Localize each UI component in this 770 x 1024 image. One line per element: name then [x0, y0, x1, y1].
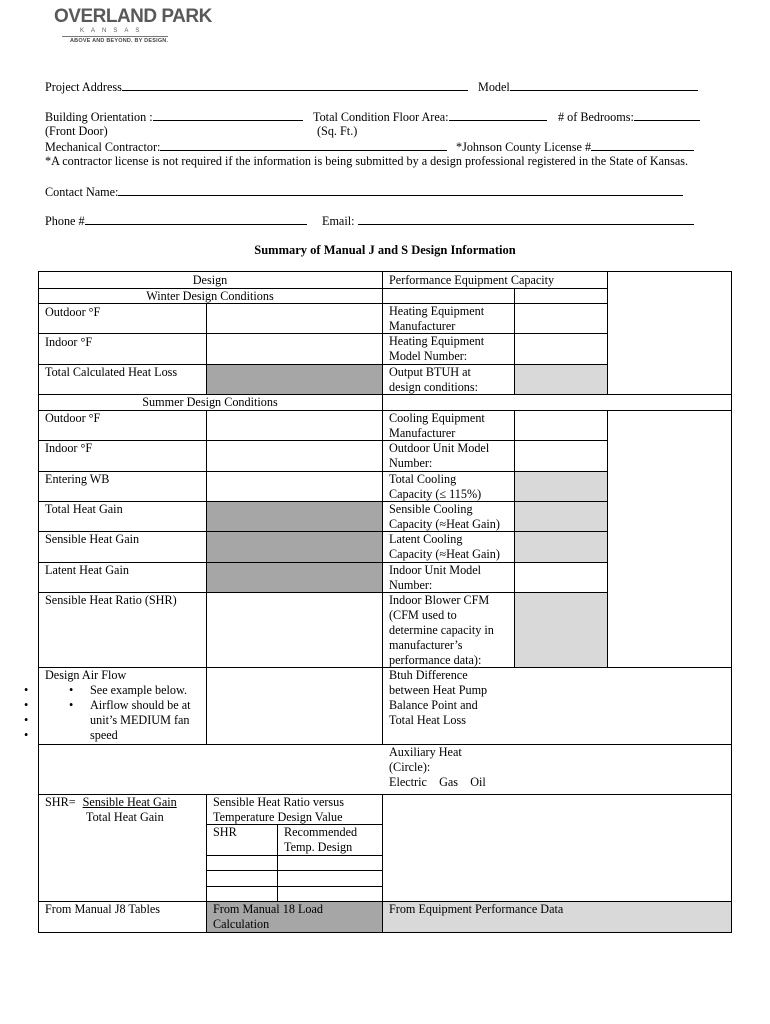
summer-row-label: Total Heat Gain: [45, 502, 123, 516]
floor-area-row: [313, 109, 547, 125]
performance-header: Performance Equipment Capacity: [389, 273, 555, 287]
floor-area-label: Total Condition Floor Area:: [313, 110, 449, 124]
equipment-label: Indoor Unit Model Number:: [389, 563, 482, 592]
winter-row-label: Indoor °F: [45, 335, 93, 349]
equipment-label: Cooling Equipment Manufacturer: [389, 411, 485, 440]
equipment-label: Sensible Cooling Capacity (≈Heat Gain): [389, 502, 500, 531]
project-address-row: [45, 79, 468, 95]
summer-row-label: Sensible Heat Ratio (SHR): [45, 593, 177, 607]
email-row: [322, 213, 694, 229]
footer-manual-j8: From Manual J8 Tables: [45, 902, 161, 916]
license-row: [456, 139, 694, 155]
equipment-label: Heating Equipment Manufacturer: [389, 304, 485, 333]
mechanical-contractor-input[interactable]: [160, 139, 447, 151]
shaded-cell: [514, 364, 607, 394]
shr-vs-temp-title: Sensible Heat Ratio versus Temperature Design Value: [213, 795, 344, 824]
model-row: [478, 79, 698, 95]
phone-input[interactable]: [85, 213, 307, 225]
summer-row-label: Entering WB: [45, 472, 110, 486]
shaded-cell: [514, 471, 607, 562]
logo-title: OVERLAND PARK: [54, 6, 212, 27]
summer-row-label: Sensible Heat Gain: [45, 532, 140, 546]
summer-header: Summer Design Conditions: [142, 395, 278, 409]
bedrooms-label: # of Bedrooms:: [558, 110, 634, 124]
footer-manual-load: From Manual 18 Load Calculation: [213, 902, 324, 931]
design-air-flow: [45, 668, 191, 743]
shr-formula: [45, 795, 177, 810]
equipment-label: Latent Cooling Capacity (≈Heat Gain): [389, 532, 500, 561]
model-input[interactable]: [510, 79, 698, 91]
project-address-input[interactable]: [122, 79, 468, 91]
shaded-cell: [206, 501, 382, 592]
bullet-item: • • Airflow should be at: [0, 698, 191, 713]
bullet-item: • • See example below.: [0, 683, 191, 698]
shr-numerator: Sensible Heat Gain: [82, 795, 177, 809]
license-note: *A contractor license is not required if the information is being submitted by a design professional registered in the State of Kansas.: [45, 154, 689, 168]
footer-equipment-data: From Equipment Performance Data: [389, 902, 564, 916]
email-label: Email:: [322, 214, 355, 228]
building-orientation-input[interactable]: [153, 109, 303, 121]
project-address-label: Project Address: [45, 80, 122, 94]
logo-tagline: ABOVE AND BEYOND. BY DESIGN.: [70, 38, 169, 44]
bedrooms-row: [558, 109, 700, 125]
winter-header: Winter Design Conditions: [146, 289, 274, 303]
design-air-flow-label: Design Air Flow: [45, 668, 127, 682]
shr-column-header: SHR: [213, 825, 237, 839]
shaded-cell: [206, 364, 382, 394]
bullet-item: • unit’s MEDIUM fan: [0, 713, 191, 728]
contact-name-label: Contact Name:: [45, 185, 119, 199]
design-header: Design: [192, 273, 228, 287]
shr-denominator: Total Heat Gain: [86, 810, 164, 824]
front-door-label: (Front Door): [45, 124, 108, 138]
equipment-label: Outdoor Unit Model Number:: [389, 441, 490, 470]
building-orientation-row: [45, 109, 303, 125]
logo-subtitle: KANSAS: [80, 28, 147, 34]
sq-ft-label: (Sq. Ft.): [317, 124, 358, 138]
building-orientation-label: Building Orientation :: [45, 110, 153, 124]
license-input[interactable]: [591, 139, 694, 151]
phone-label: Phone #: [45, 214, 85, 228]
bedrooms-input[interactable]: [634, 109, 700, 121]
license-label: *Johnson County License #: [456, 140, 592, 154]
summer-row-label: Latent Heat Gain: [45, 563, 129, 577]
winter-row-label: Total Calculated Heat Loss: [45, 365, 178, 379]
contact-name-row: [45, 184, 683, 200]
page-title: Summary of Manual J and S Design Information: [254, 243, 516, 257]
shr-label: SHR=: [45, 795, 76, 809]
shaded-cell: [514, 592, 607, 667]
mechanical-contractor-row: [45, 139, 447, 155]
equipment-label: Output BTUH at design conditions:: [389, 365, 479, 394]
equipment-label: Indoor Blower CFM (CFM used to determine capacity in manufacturer’s performance data):: [389, 593, 494, 667]
contact-name-input[interactable]: [118, 184, 683, 196]
email-input[interactable]: [358, 213, 694, 225]
winter-row-label: Outdoor °F: [45, 305, 101, 319]
logo-divider: [62, 36, 168, 37]
equipment-label: Heating Equipment Model Number:: [389, 334, 485, 363]
summer-row-label: Indoor °F: [45, 441, 93, 455]
mechanical-contractor-label: Mechanical Contractor:: [45, 140, 161, 154]
auxiliary-heat-label: Auxiliary Heat (Circle): Electric Gas Oil: [389, 745, 486, 789]
model-label: Model: [478, 80, 510, 94]
bullet-item: • speed: [0, 728, 191, 743]
floor-area-input[interactable]: [449, 109, 547, 121]
equipment-label: Btuh Difference between Heat Pump Balance Point and Total Heat Loss: [389, 668, 488, 727]
recommended-column-header: Recommended Temp. Design: [284, 825, 358, 854]
summer-row-label: Outdoor °F: [45, 411, 101, 425]
phone-row: [45, 213, 307, 229]
equipment-label: Total Cooling Capacity (≤ 115%): [389, 472, 482, 501]
